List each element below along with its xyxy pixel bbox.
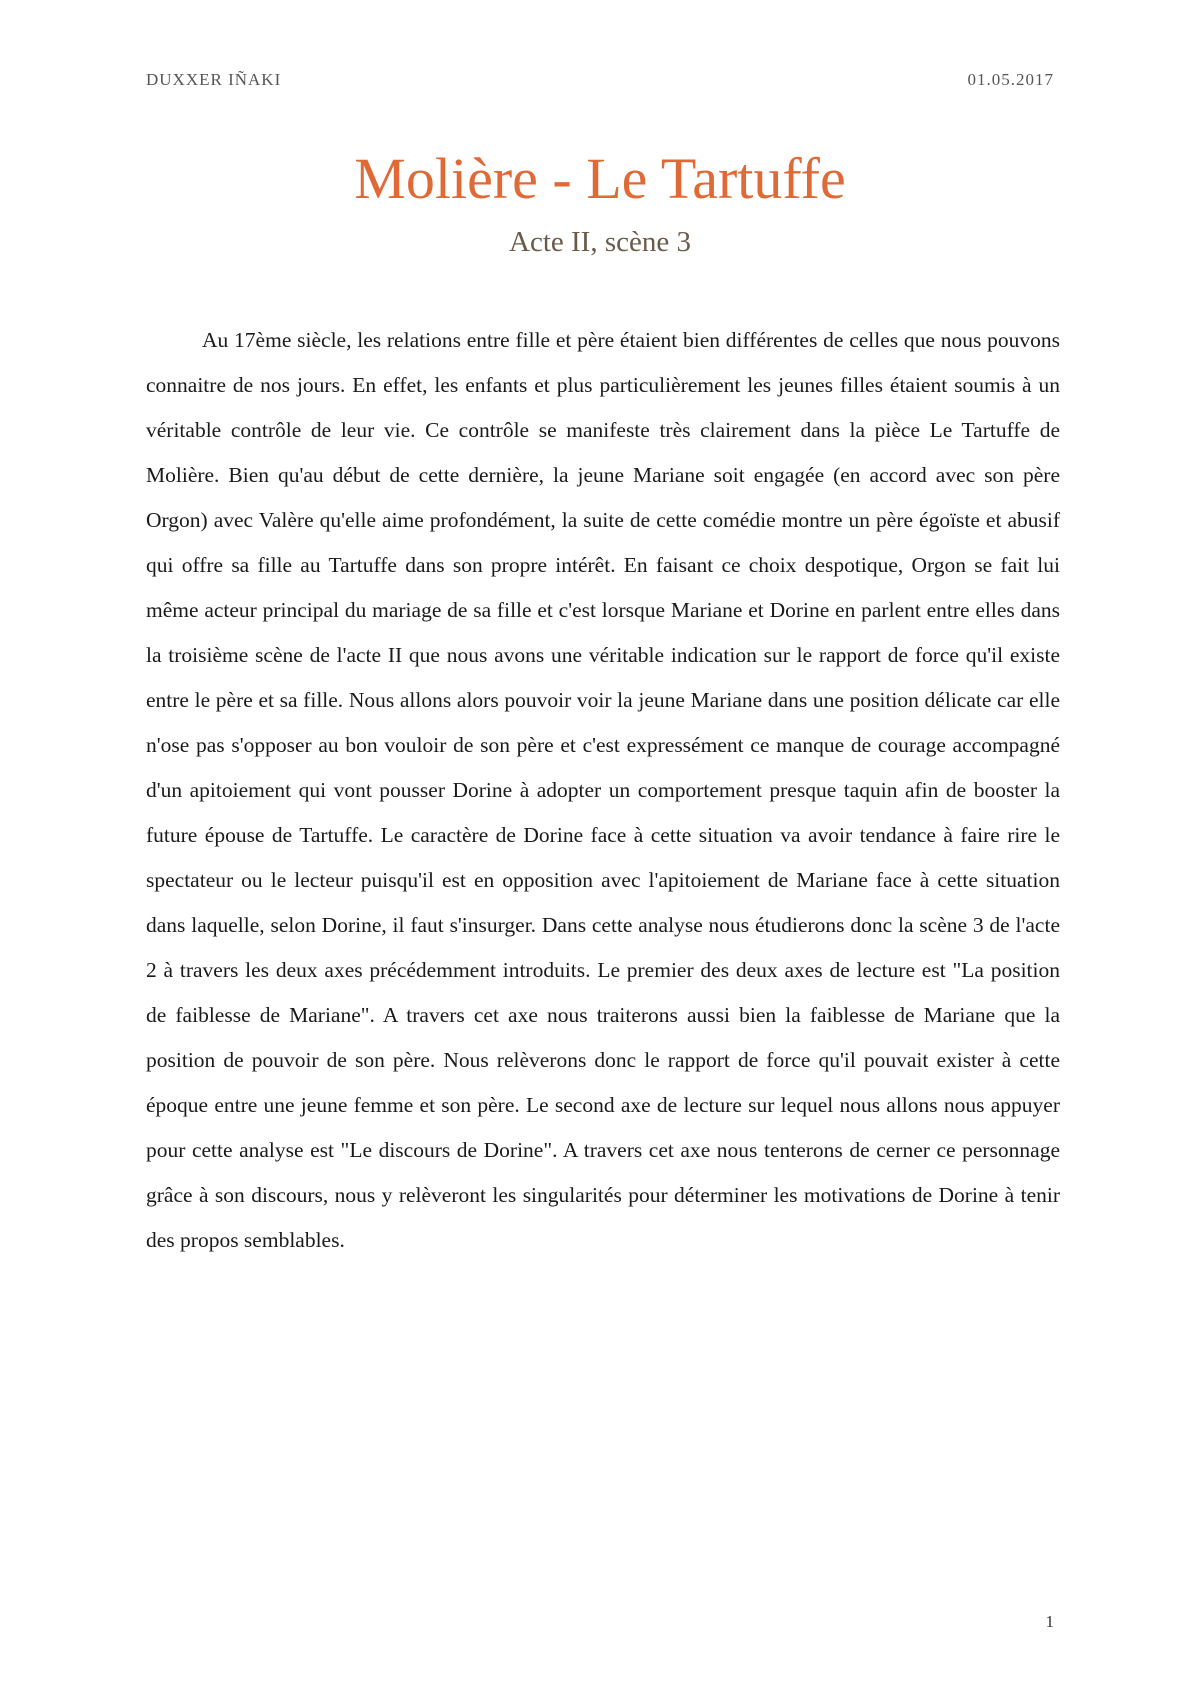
header-date: 01.05.2017 — [967, 70, 1054, 89]
page-header — [146, 70, 1054, 90]
body-paragraph: Au 17ème siècle, les relations entre fille et père étaient bien différentes de celles que nous pouvons connaitre de nos jours. En effet, les enfants et plus particulièrement les jeunes filles étaient soumis à un véritable contrôle de leur vie. Ce contrôle se manifeste très clairement dans la pièce Le Tartuffe de Molière. Bien qu'au début de cette dernière, la jeune Mariane soit engagée (en accord avec son père Orgon) avec Valère qu'elle aime profondément, la suite de cette comédie montre un père égoïste et abusif qui offre sa fille au Tartuffe dans son propre intérêt. En faisant ce choix despotique, Orgon se fait lui même acteur principal du mariage de sa fille et c'est lorsque Mariane et Dorine en parlent entre elles dans la troisième scène de l'acte II que nous avons une véritable indication sur le rapport de force qu'il existe entre le père et sa fille. Nous allons alors pouvoir voir la jeune Mariane dans une position délicate car elle n'ose pas s'opposer au bon vouloir de son père et c'est expressément ce manque de courage accompagné d'un apitoiement qui vont pousser Dorine à adopter un comportement presque taquin afin de booster la future épouse de Tartuffe. Le caractère de Dorine face à cette situation va avoir tendance à faire rire le spectateur ou le lecteur puisqu'il est en opposition avec l'apitoiement de Mariane face à cette situation dans laquelle, selon Dorine, il faut s'insurger. Dans cette analyse nous étudierons donc la scène 3 de l'acte 2 à travers les deux axes précédemment introduits. Le premier des deux axes de lecture est "La position de faiblesse de Mariane". A travers cet axe nous traiterons aussi bien la faiblesse de Mariane que la position de pouvoir de son père. Nous relèverons donc le rapport de force qu'il pouvait exister à cette époque entre une jeune femme et son père. Le second axe de lecture sur lequel nous allons nous appuyer pour cette analyse est "Le discours de Dorine". A travers cet axe nous tenterons de cerner ce personnage grâce à son discours, nous y relèveront les singularités pour déterminer les motivations de Dorine à tenir des propos semblables. — [146, 328, 1060, 1252]
page-number: 1 — [1045, 1612, 1054, 1631]
document-subtitle: Acte II, scène 3 — [509, 226, 691, 258]
header-author: DUXXER IÑAKI — [146, 70, 282, 89]
document-title: Molière - Le Tartuffe — [354, 146, 846, 211]
